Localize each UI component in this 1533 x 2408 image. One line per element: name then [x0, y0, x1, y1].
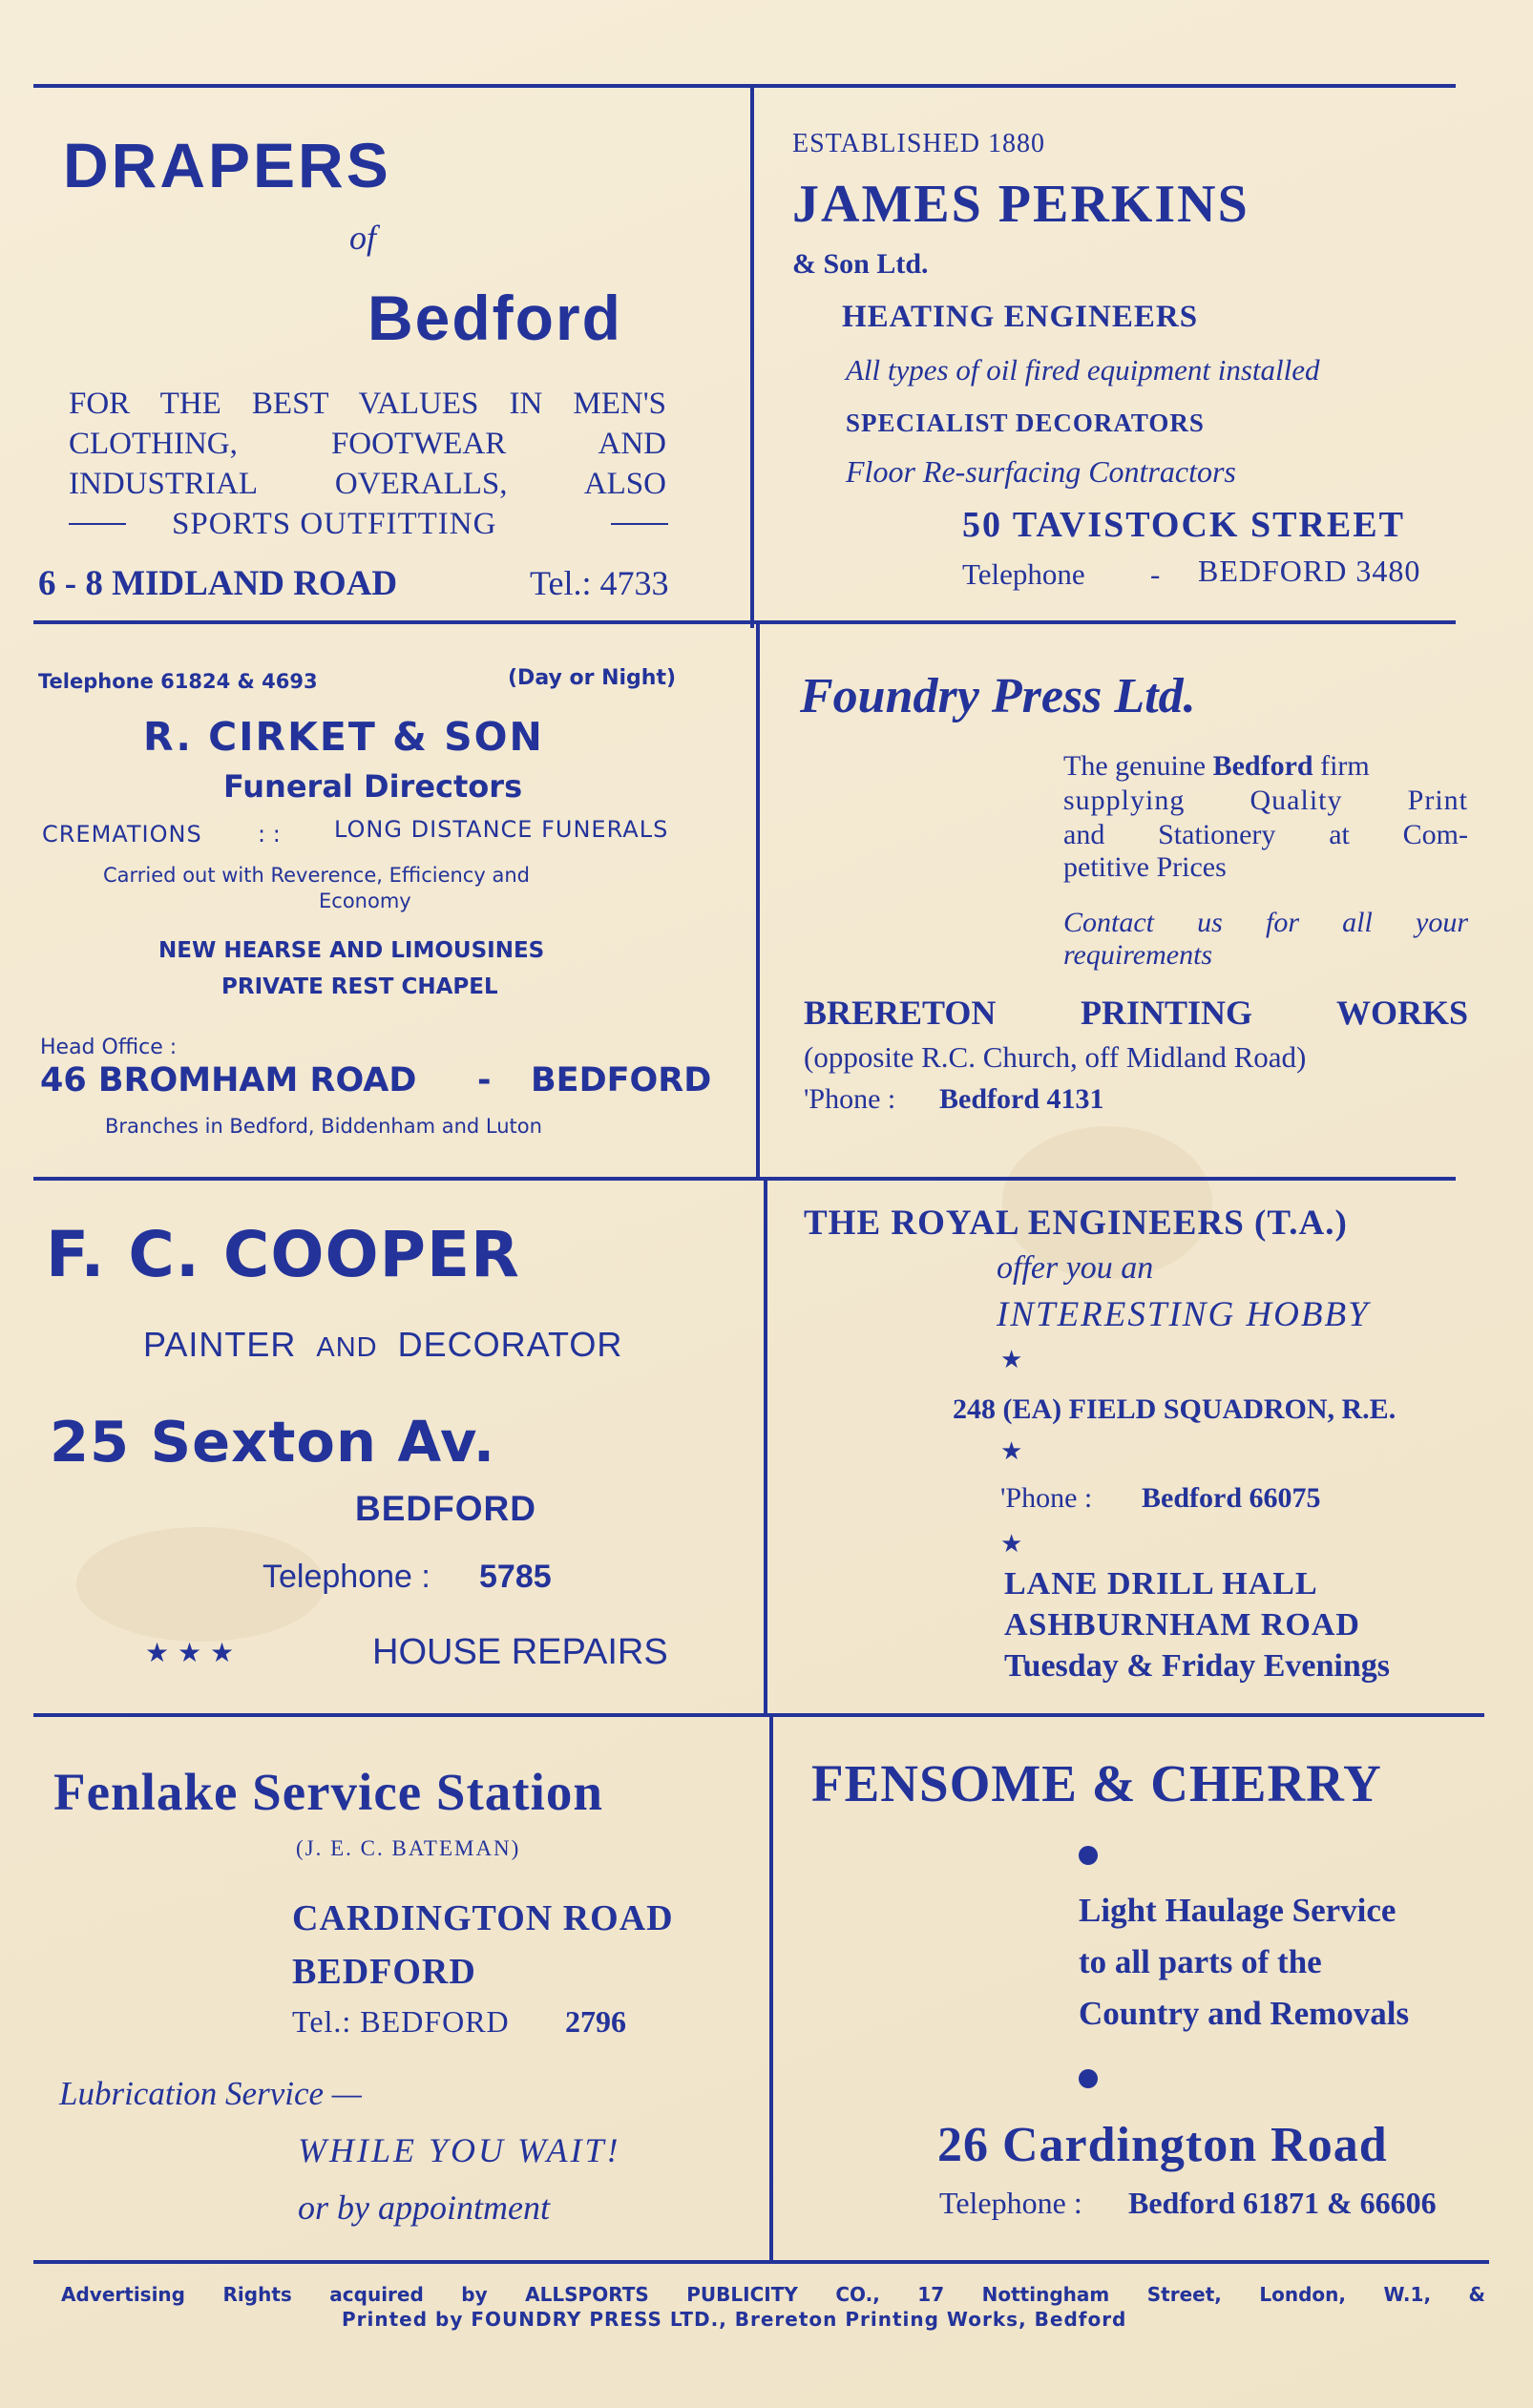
- engineers-hall-1: LANE DRILL HALL: [1004, 1566, 1318, 1602]
- drapers-of: of: [349, 219, 377, 257]
- foundry-desc-1c: firm: [1312, 750, 1370, 782]
- cooper-telephone-value: 5785: [479, 1559, 552, 1595]
- foundry-desc-1b: Bedford: [1212, 750, 1313, 782]
- cirket-cremations: CREMATIONS: [42, 821, 202, 848]
- cooper-telephone-label: Telephone :: [262, 1559, 430, 1595]
- perkins-decorators: SPECIALIST DECORATORS: [846, 408, 1205, 437]
- footer-line-2: Printed by FOUNDRY PRESS LTD., Brereton Printing Works, Bedford: [342, 2308, 1127, 2331]
- foundry-phone-label: 'Phone :: [804, 1083, 896, 1115]
- cooper-address: 25 Sexton Av.: [50, 1409, 496, 1475]
- drapers-line-3: INDUSTRIAL OVERALLS, ALSO: [69, 467, 666, 501]
- fensome-haulage-1: Light Haulage Service: [1079, 1892, 1396, 1929]
- cirket-carried-2: Economy: [319, 890, 411, 912]
- perkins-oil: All types of oil fired equipment installed: [846, 353, 1320, 387]
- cirket-address: 46 BROMHAM ROAD: [40, 1061, 417, 1099]
- fenlake-name: Fenlake Service Station: [53, 1763, 603, 1821]
- cirket-role: Funeral Directors: [223, 768, 523, 805]
- star-icon: ★: [1000, 1437, 1023, 1466]
- foundry-desc-3: and Stationery at Com-: [1063, 819, 1468, 850]
- perkins-established: ESTABLISHED 1880: [792, 129, 1045, 158]
- drapers-address: 6 - 8 MIDLAND ROAD: [38, 564, 398, 603]
- engineers-evenings: Tuesday & Friday Evenings: [1004, 1648, 1390, 1684]
- fensome-haulage-2: to all parts of the: [1079, 1943, 1322, 1980]
- cirket-town: BEDFORD: [531, 1061, 712, 1099]
- fensome-address: 26 Cardington Road: [937, 2118, 1388, 2172]
- foundry-contact-1: Contact us for all your: [1063, 907, 1468, 938]
- fenlake-wait: WHILE YOU WAIT!: [298, 2131, 621, 2169]
- foundry-works: BRERETON PRINTING WORKS: [804, 994, 1468, 1032]
- foundry-desc-4: petitive Prices: [1063, 851, 1227, 883]
- top-rule: [33, 84, 1456, 88]
- fensome-name: FENSOME & CHERRY: [811, 1754, 1382, 1812]
- cooper-name: F. C. COOPER: [46, 1218, 520, 1291]
- bullet-icon: [1079, 1846, 1098, 1865]
- fenlake-town: BEDFORD: [292, 1952, 476, 1992]
- cirket-branches: Branches in Bedford, Biddenham and Luton: [105, 1115, 542, 1138]
- cooper-repairs: HOUSE REPAIRS: [372, 1632, 668, 1672]
- foundry-contact-2: requirements: [1063, 939, 1213, 971]
- star-icon: ★: [1000, 1346, 1023, 1374]
- cooper-trade-a: PAINTER: [143, 1325, 297, 1364]
- cooper-trade-b: DECORATOR: [397, 1325, 623, 1364]
- cirket-colons: : :: [258, 821, 281, 848]
- drapers-line-4: SPORTS OUTFITTING: [172, 507, 497, 541]
- cirket-carried-1: Carried out with Reverence, Efficiency and: [103, 864, 530, 887]
- cirket-telephone: Telephone 61824 & 4693: [38, 670, 318, 693]
- engineers-offer: offer you an: [997, 1250, 1154, 1286]
- row-rule-1: [33, 620, 1456, 624]
- cirket-name: R. CIRKET & SON: [143, 714, 544, 760]
- fenlake-appointment: or by appointment: [298, 2188, 550, 2227]
- bullet-icon: [1079, 2069, 1098, 2088]
- star-icon-row: ★ ★ ★: [145, 1637, 235, 1668]
- row-rule-2: [33, 1177, 1456, 1181]
- engineers-title: THE ROYAL ENGINEERS (T.A.): [804, 1204, 1348, 1243]
- perkins-telephone-value: BEDFORD 3480: [1198, 554, 1421, 588]
- drapers-line-1: FOR THE BEST VALUES IN MEN'S: [69, 387, 666, 421]
- drapers-line-2: CLOTHING, FOOTWEAR AND: [69, 427, 666, 461]
- perkins-floor: Floor Re-surfacing Contractors: [846, 454, 1236, 489]
- foundry-desc-1: [1063, 750, 1468, 783]
- foundry-desc-2: supplying Quality Print: [1063, 785, 1468, 816]
- fenlake-road: CARDINGTON ROAD: [292, 1898, 674, 1938]
- drapers-title: DRAPERS: [63, 130, 391, 200]
- cirket-head-office: Head Office :: [40, 1036, 178, 1059]
- dash-rule: [69, 523, 126, 525]
- perkins-heating: HEATING ENGINEERS: [842, 300, 1199, 334]
- fensome-telephone-value: Bedford 61871 & 66606: [1128, 2186, 1437, 2220]
- column-rule-1: [750, 84, 754, 628]
- column-rule-4: [769, 1713, 773, 2262]
- column-rule-3: [764, 1177, 767, 1716]
- fensome-haulage-3: Country and Removals: [1079, 1995, 1410, 2032]
- foundry-desc-1a: The genuine: [1063, 750, 1213, 782]
- engineers-hobby: INTERESTING HOBBY: [997, 1295, 1370, 1334]
- cirket-day-night: (Day or Night): [508, 666, 677, 690]
- fenlake-tel-label: Tel.: BEDFORD: [292, 2004, 510, 2039]
- cirket-hearse: NEW HEARSE AND LIMOUSINES: [158, 938, 545, 963]
- cirket-long-distance: LONG DISTANCE FUNERALS: [334, 816, 669, 843]
- engineers-squadron: 248 (EA) FIELD SQUADRON, R.E.: [953, 1393, 1396, 1425]
- bottom-rule: [33, 2260, 1489, 2264]
- row-rule-3: [33, 1713, 1484, 1717]
- engineers-phone-label: 'Phone :: [1000, 1482, 1093, 1514]
- perkins-address: 50 TAVISTOCK STREET: [962, 505, 1405, 545]
- dash-rule: [611, 523, 668, 525]
- fenlake-tel-value: 2796: [565, 2004, 626, 2039]
- footer-line-1: Advertising Rights acquired by ALLSPORTS PUBLICITY CO., 17 Nottingham Street, London, W.1, &: [61, 2283, 1485, 2306]
- fensome-telephone-label: Telephone :: [939, 2186, 1082, 2220]
- engineers-phone-value: Bedford 66075: [1142, 1482, 1321, 1514]
- perkins-dash: -: [1150, 557, 1161, 591]
- foundry-phone-value: Bedford 4131: [939, 1083, 1104, 1115]
- star-icon: ★: [1000, 1530, 1023, 1559]
- cirket-dash: -: [477, 1061, 492, 1099]
- cirket-chapel: PRIVATE REST CHAPEL: [221, 974, 498, 999]
- perkins-telephone-label: Telephone: [962, 557, 1085, 591]
- cooper-town: BEDFORD: [355, 1489, 536, 1528]
- column-rule-2: [756, 620, 760, 1179]
- perkins-suffix: & Son Ltd.: [792, 248, 929, 280]
- perkins-name: JAMES PERKINS: [792, 175, 1250, 234]
- drapers-town: Bedford: [368, 283, 622, 353]
- cooper-trade-and: AND: [316, 1332, 378, 1363]
- drapers-tel: Tel.: 4733: [530, 564, 669, 602]
- foundry-name: Foundry Press Ltd.: [800, 669, 1196, 723]
- cooper-trade: [143, 1325, 622, 1365]
- fenlake-lubrication: Lubrication Service —: [59, 2075, 362, 2112]
- engineers-hall-2: ASHBURNHAM ROAD: [1004, 1607, 1360, 1643]
- fenlake-owner: (J. E. C. BATEMAN): [296, 1836, 521, 1860]
- foundry-opposite: (opposite R.C. Church, off Midland Road): [804, 1040, 1307, 1074]
